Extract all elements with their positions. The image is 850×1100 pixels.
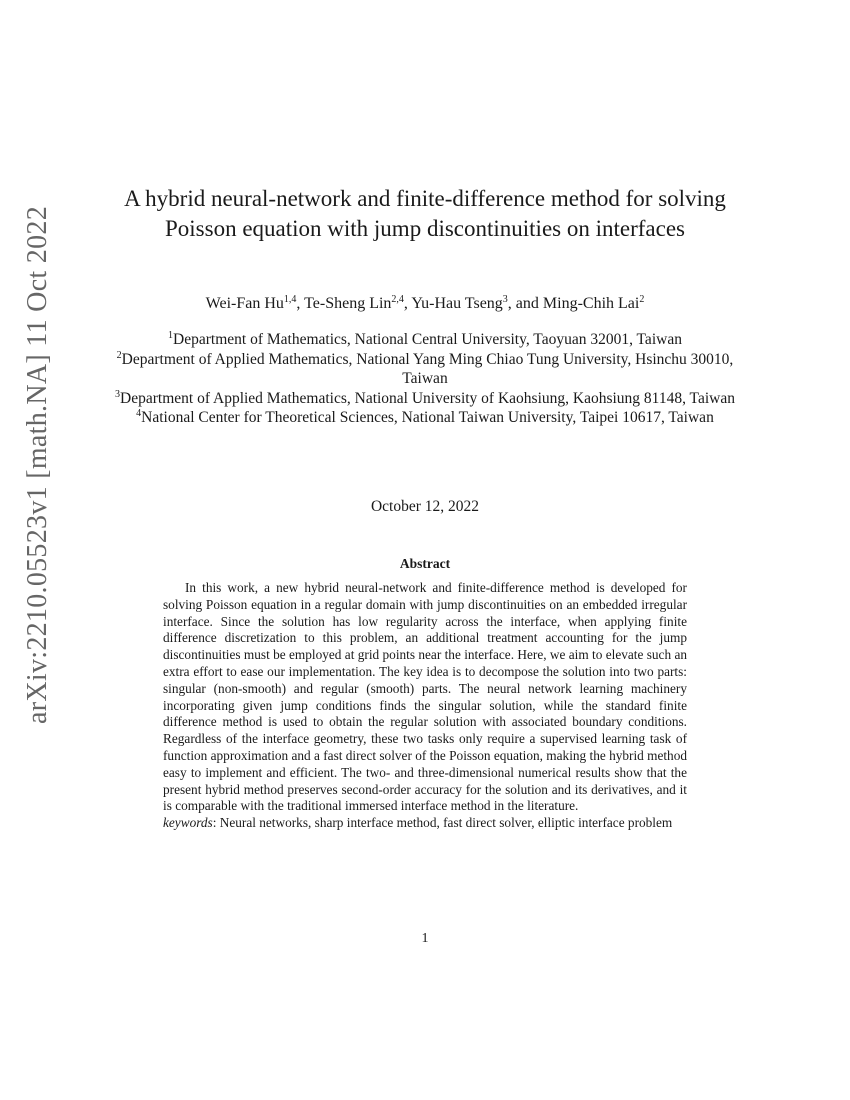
author-affiliation-mark: 1,4	[283, 294, 297, 305]
abstract-heading: Abstract	[399, 556, 451, 571]
abstract	[163, 580, 687, 832]
affiliation-list	[110, 330, 740, 428]
author-name: Te-Sheng Lin	[304, 295, 392, 312]
affiliation-mark: 4	[136, 408, 142, 419]
keywords-line	[163, 815, 687, 832]
abstract-text: In this work, a new hybrid neural-network and finite-difference method is developed for solving Poisson equation in a regular domain with jump discontinuities on an embedded irregular interface. Since the solution has low regularity across the interface, when applying finite difference discretization to this problem, an additional treatment accounting for the jump discontinuities must be employed at grid points near the interface. Here, we aim to elevate such an extra effort to ease our implementation. The key idea is to decompose the solution into two parts: singular (non-smooth) and regular (smooth) parts. The neural network learning machinery incorporating given jump conditions finds the singular solution, while the standard finite difference method is used to obtain the regular solution with associated boundary conditions. Regardless of the interface geometry, these two tasks only require a supervised learning task of function approximation and a fast direct solver of the Poisson equation, making the hybrid method easy to implement and efficient. The two- and three-dimensional numerical results show that the present hybrid method preserves second-order accuracy for the solution and its derivatives, and it is comparable with the traditional immersed interface method in the literature.	[163, 580, 688, 814]
paper-title: A hybrid neural-network and finite-difference method for solving Poisson equation with jump discontinuities on interfaces	[124, 186, 726, 241]
arxiv-identifier: arXiv:2210.05523v1 [math.NA] 11 Oct 2022	[22, 206, 53, 724]
author-name: Ming-Chih Lai	[542, 295, 640, 312]
author-separator: ,	[296, 295, 305, 312]
affiliation-mark: 2	[116, 349, 122, 361]
affiliation	[110, 330, 740, 350]
paper-date: October 12, 2022	[370, 498, 480, 515]
author-list	[120, 294, 730, 314]
author-affiliation-mark: 3	[502, 294, 508, 305]
arxiv-side-stamp	[16, 206, 60, 724]
keywords-label: keywords	[163, 815, 213, 831]
affiliation	[110, 389, 740, 409]
affiliation-text: Department of Applied Mathematics, National Yang Ming Chiao Tung University, Hsinchu 30010, Taiwan	[121, 350, 734, 387]
affiliation	[110, 350, 740, 389]
affiliation-text: Department of Applied Mathematics, National University of Kaohsiung, Kaohsiung 81148, Taiwan	[120, 389, 735, 407]
author-name: Wei-Fan Hu	[205, 295, 284, 312]
author-separator: ,	[403, 295, 412, 312]
author-affiliation-mark: 2	[639, 294, 645, 305]
author-separator: , and	[507, 295, 543, 312]
affiliation-text: Department of Mathematics, National Central University, Taoyuan 32001, Taiwan	[173, 331, 682, 348]
affiliation-mark: 1	[168, 330, 174, 341]
affiliation-mark: 3	[115, 388, 121, 400]
affiliation-text: National Center for Theoretical Sciences, National Taiwan University, Taipei 10617, Taiwan	[141, 409, 714, 426]
author-affiliation-mark: 2,4	[391, 294, 404, 305]
keywords-text: : Neural networks, sharp interface method, fast direct solver, elliptic interface problem	[212, 815, 673, 831]
page-number: 1	[421, 931, 429, 946]
affiliation	[110, 408, 740, 428]
author-name: Yu-Hau Tseng	[411, 295, 503, 312]
